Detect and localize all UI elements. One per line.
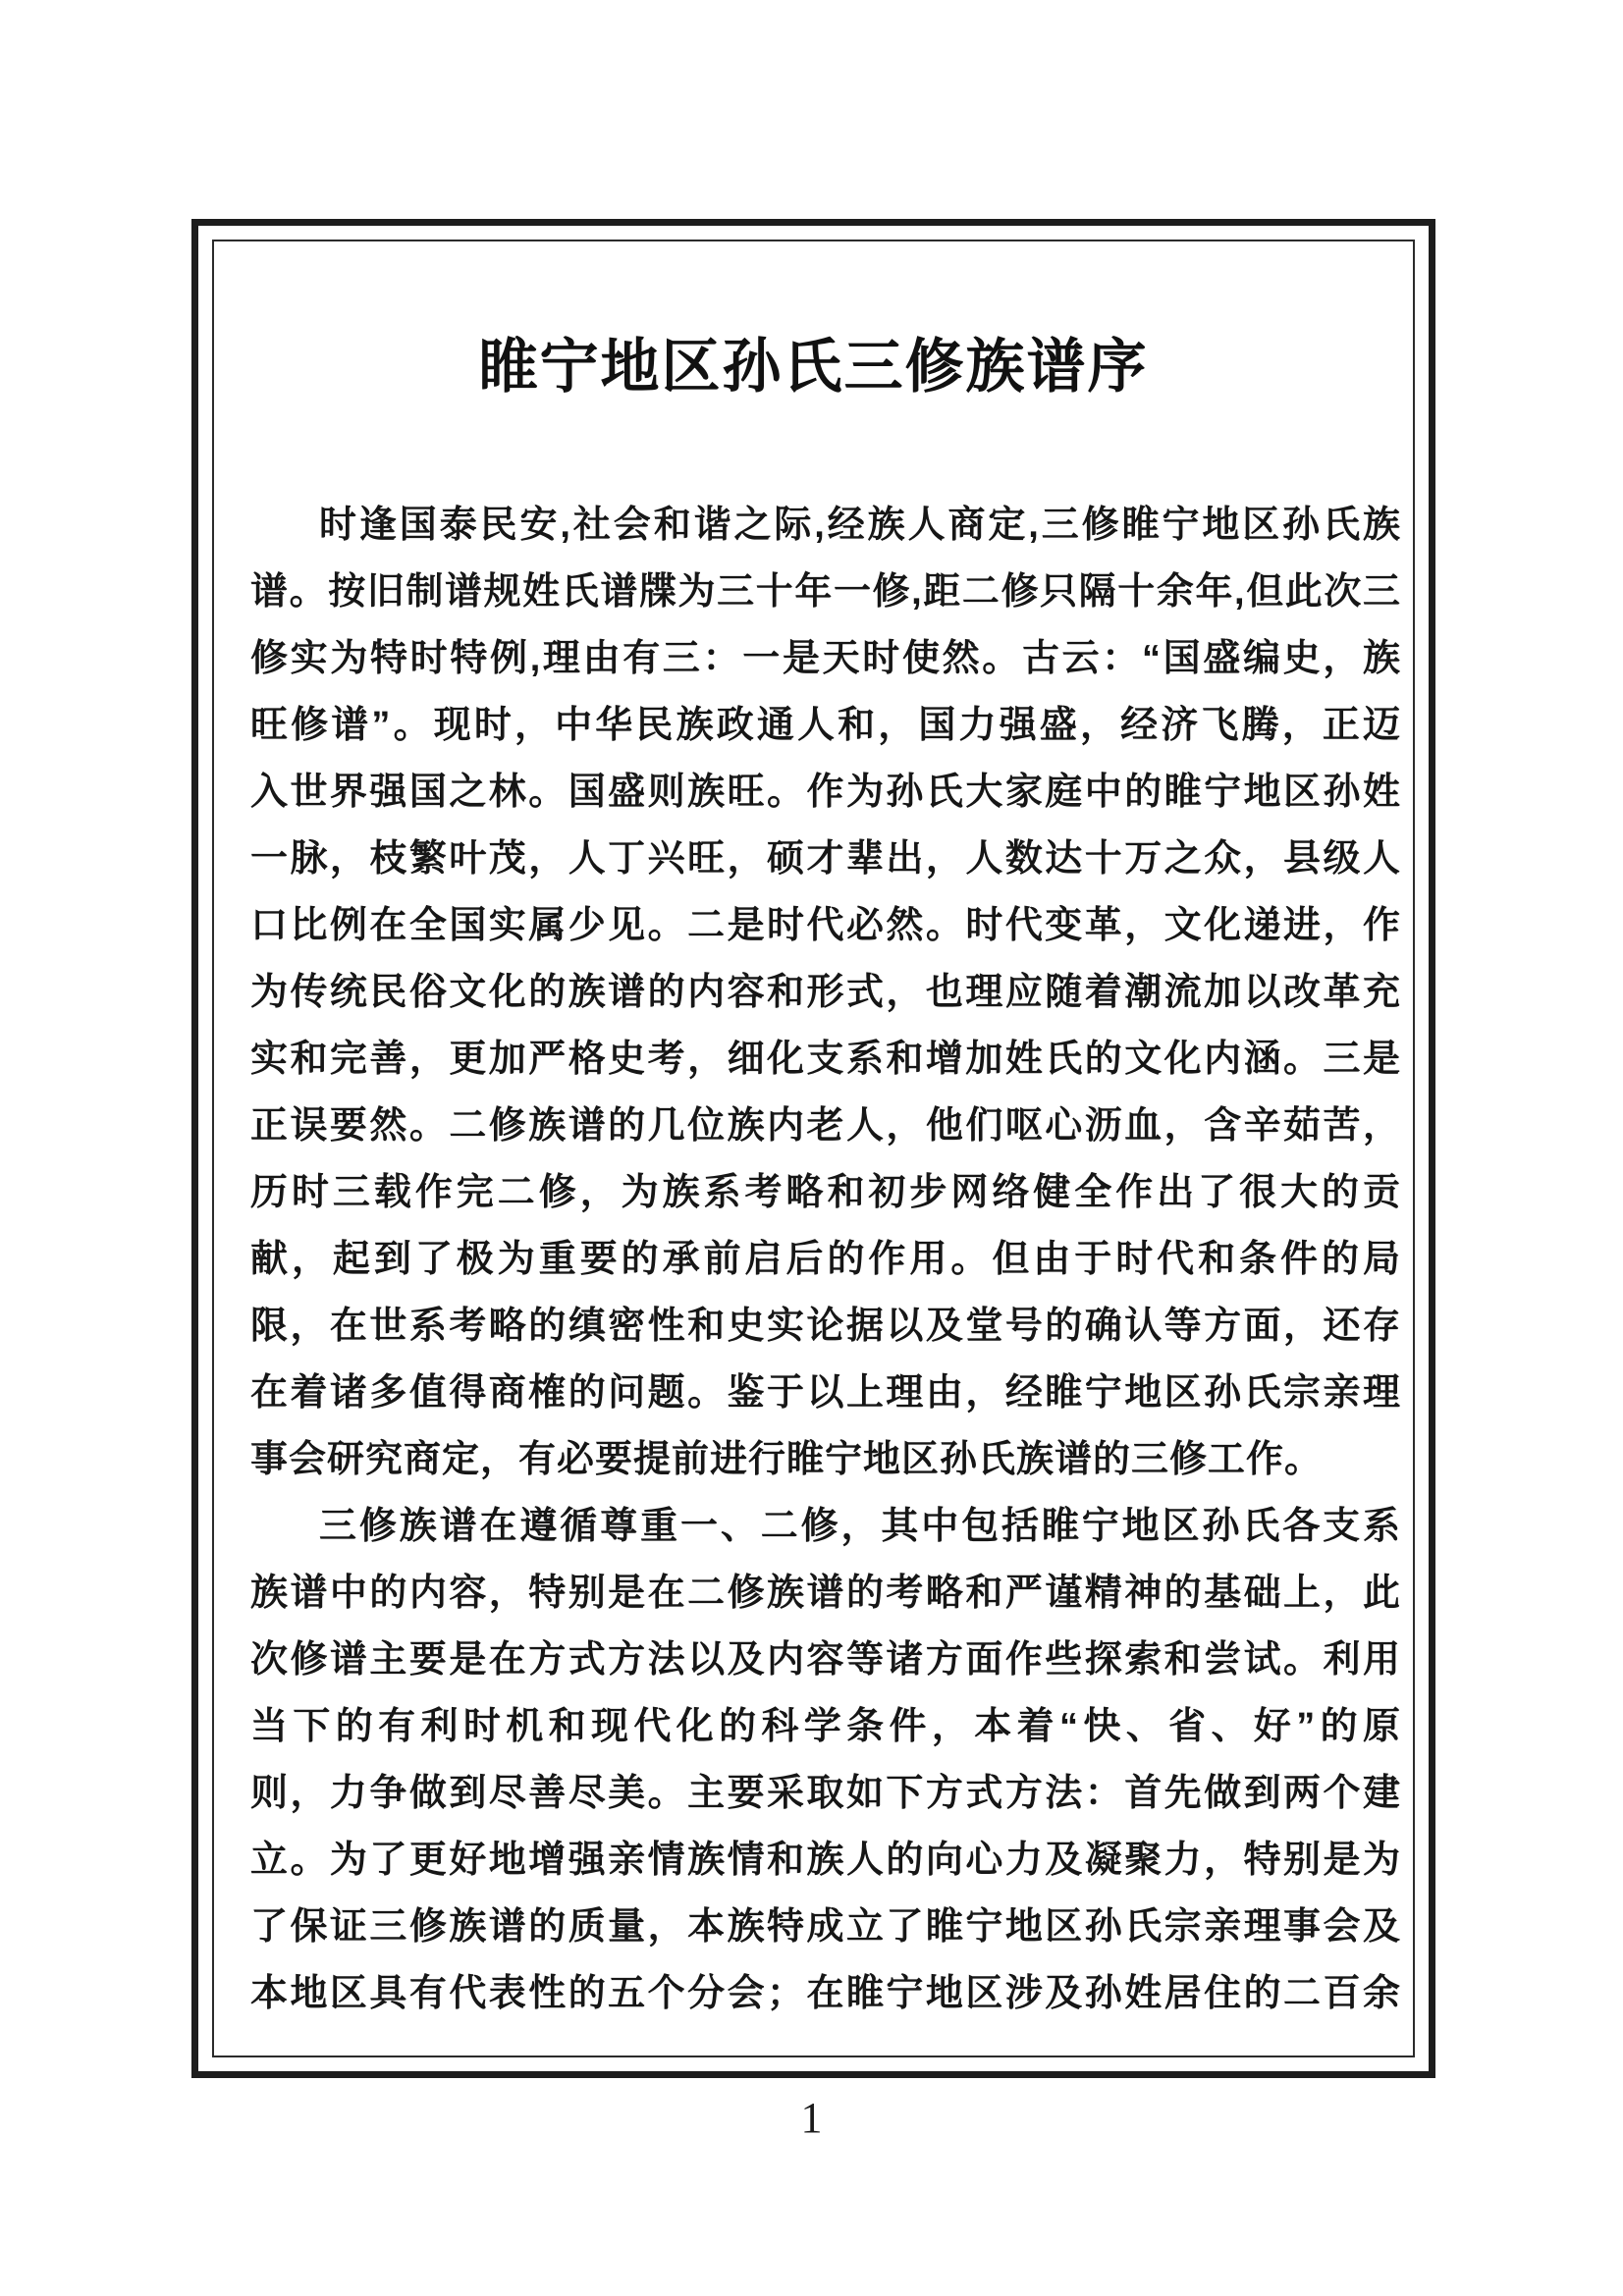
body-line: 了保证三修族谱的质量，本族特成立了睢宁地区孙氏宗亲理事会及 bbox=[250, 1906, 1401, 1948]
body-line: 入世界强国之林。国盛则族旺。作为孙氏大家庭中的睢宁地区孙姓 bbox=[250, 772, 1401, 813]
body-line: 次修谱主要是在方式方法以及内容等诸方面作些探索和尝试。利用 bbox=[250, 1639, 1401, 1681]
body-line: 历时三载作完二修，为族系考略和初步网络健全作出了很大的贡 bbox=[250, 1172, 1401, 1213]
body-line: 一脉，枝繁叶茂，人丁兴旺，硕才辈出，人数达十万之众，县级人 bbox=[250, 838, 1401, 880]
body-line: 三修族谱在遵循尊重一、二修，其中包括睢宁地区孙氏各支系 bbox=[319, 1506, 1401, 1547]
body-line: 本地区具有代表性的五个分会；在睢宁地区涉及孙姓居住的二百余 bbox=[250, 1973, 1401, 2014]
body-line: 口比例在全国实属少见。二是时代必然。时代变革，文化递进，作 bbox=[250, 905, 1401, 946]
body-line: 限，在世系考略的缜密性和史实论据以及堂号的确认等方面，还存 bbox=[250, 1306, 1401, 1347]
body-line: 谱。按旧制谱规姓氏谱牒为三十年一修,距二修只隔十余年,但此次三 bbox=[250, 571, 1401, 613]
body-line: 旺修谱”。现时，中华民族政通人和，国力强盛，经济飞腾，正迈 bbox=[250, 705, 1401, 746]
body-line: 实和完善，更加严格史考，细化支系和增加姓氏的文化内涵。三是 bbox=[250, 1039, 1401, 1080]
body-line: 事会研究商定，有必要提前进行睢宁地区孙氏族谱的三修工作。 bbox=[250, 1439, 1324, 1480]
body-line: 则，力争做到尽善尽美。主要采取如下方式方法：首先做到两个建 bbox=[250, 1773, 1401, 1814]
body-line: 修实为特时特例,理由有三：一是天时使然。古云：“国盛编史，族 bbox=[250, 638, 1401, 679]
body-line: 正误要然。二修族谱的几位族内老人，他们呕心沥血，含辛茹苦， bbox=[250, 1105, 1401, 1147]
outer-border-frame bbox=[191, 219, 1435, 2078]
body-line: 立。为了更好地增强亲情族情和族人的向心力及凝聚力，特别是为 bbox=[250, 1840, 1401, 1881]
body-line: 为传统民俗文化的族谱的内容和形式，也理应随着潮流加以改革充 bbox=[250, 972, 1401, 1013]
body-line: 在着诸多值得商榷的问题。鉴于以上理由，经睢宁地区孙氏宗亲理 bbox=[250, 1372, 1401, 1414]
page-title: 睢宁地区孙氏三修族谱序 bbox=[478, 335, 1149, 400]
body-line: 献，起到了极为重要的承前启后的作用。但由于时代和条件的局 bbox=[250, 1239, 1401, 1280]
body-line: 族谱中的内容，特别是在二修族谱的考略和严谨精神的基础上，此 bbox=[250, 1573, 1401, 1614]
body-text bbox=[214, 492, 1413, 2027]
page-number: 1 bbox=[800, 2094, 823, 2142]
inner-border-frame bbox=[212, 240, 1415, 2057]
body-line: 当下的有利时机和现代化的科学条件，本着“快、省、好”的原 bbox=[250, 1706, 1401, 1747]
body-line: 时逢国泰民安,社会和谐之际,经族人商定,三修睢宁地区孙氏族 bbox=[319, 505, 1401, 546]
